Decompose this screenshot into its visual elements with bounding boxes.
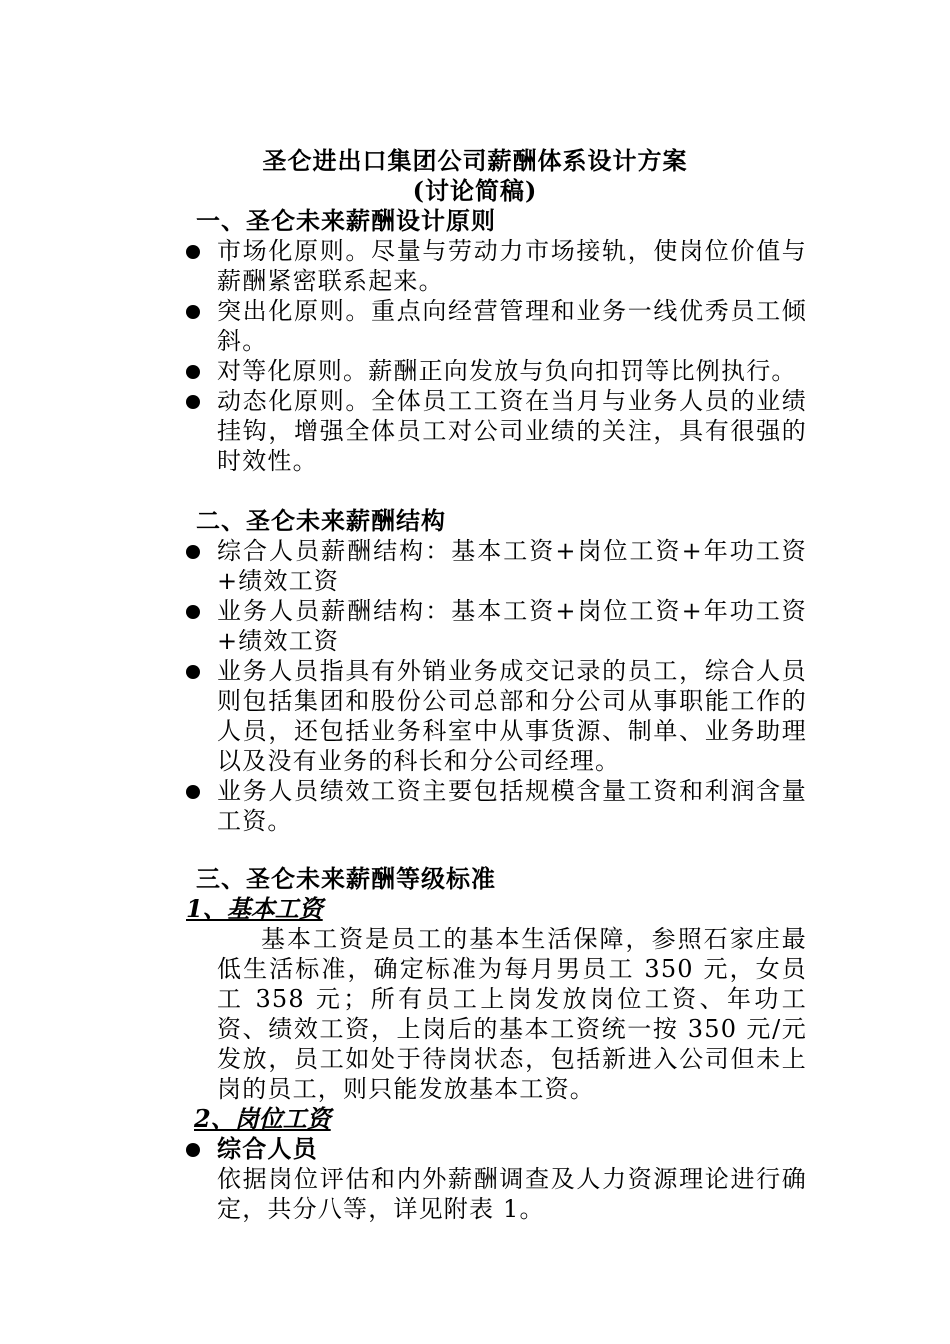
bullet-icon bbox=[186, 245, 200, 259]
bullet-text: 业务人员薪酬结构：基本工资+岗位工资+年功工资+绩效工资 bbox=[217, 597, 807, 655]
bullet-icon bbox=[186, 545, 200, 559]
bullet-text: 综合人员 bbox=[217, 1134, 318, 1163]
bullet-text: 突出化原则。重点向经营管理和业务一线优秀员工倾斜。 bbox=[217, 297, 807, 355]
bullet-icon bbox=[186, 665, 200, 679]
document-title: 圣仑进出口集团公司薪酬体系设计方案 bbox=[262, 146, 688, 175]
bullet-text: 动态化原则。全体员工工资在当月与业务人员的业绩挂钩，增强全体员工对公司业绩的关注，具有很强的时效性。 bbox=[217, 387, 807, 475]
bullet-text: 市场化原则。尽量与劳动力市场接轨，使岗位价值与薪酬紧密联系起来。 bbox=[217, 237, 807, 295]
basic-wage-paragraph: 基本工资是员工的基本生活保障，参照石家庄最低生活标准，确定标准为每月男员工 350 元，女员工 358 元；所有员工上岗发放岗位工资、年功工资、绩效工资，上岗后的基本工资统一按 350 元/元发放，员工如处于待岗状态，包括新进入公司但未上岗的员工，则只能发放基本工资。 bbox=[217, 925, 807, 1103]
position-wage-paragraph: 依据岗位评估和内外薪酬调查及人力资源理论进行确定，共分八等，详见附表 1。 bbox=[217, 1165, 807, 1223]
bullet-text: 业务人员绩效工资主要包括规模含量工资和利润含量工资。 bbox=[217, 777, 807, 835]
section1-heading: 一、圣仑未来薪酬设计原则 bbox=[196, 206, 496, 235]
bullet-icon bbox=[186, 785, 200, 799]
section3-heading: 三、圣仑未来薪酬等级标准 bbox=[196, 864, 496, 893]
bullet-text: 综合人员薪酬结构：基本工资+岗位工资+年功工资+绩效工资 bbox=[217, 537, 807, 595]
bullet-icon bbox=[186, 305, 200, 319]
subsection-basic-wage-heading: 1、基本工资 bbox=[186, 894, 323, 923]
document-subtitle: (讨论简稿) bbox=[412, 176, 538, 205]
bullet-text: 业务人员指具有外销业务成交记录的员工，综合人员则包括集团和股份公司总部和分公司从事职能工作的人员，还包括业务科室中从事货源、制单、业务助理以及没有业务的科长和分公司经理。 bbox=[217, 657, 807, 775]
bullet-icon bbox=[186, 395, 200, 409]
section2-heading: 二、圣仑未来薪酬结构 bbox=[196, 506, 446, 535]
bullet-icon bbox=[186, 605, 200, 619]
subsection-position-wage-heading: 2、岗位工资 bbox=[194, 1104, 331, 1133]
bullet-icon bbox=[186, 365, 200, 379]
bullet-text: 对等化原则。薪酬正向发放与负向扣罚等比例执行。 bbox=[217, 357, 797, 385]
bullet-icon bbox=[186, 1143, 200, 1157]
